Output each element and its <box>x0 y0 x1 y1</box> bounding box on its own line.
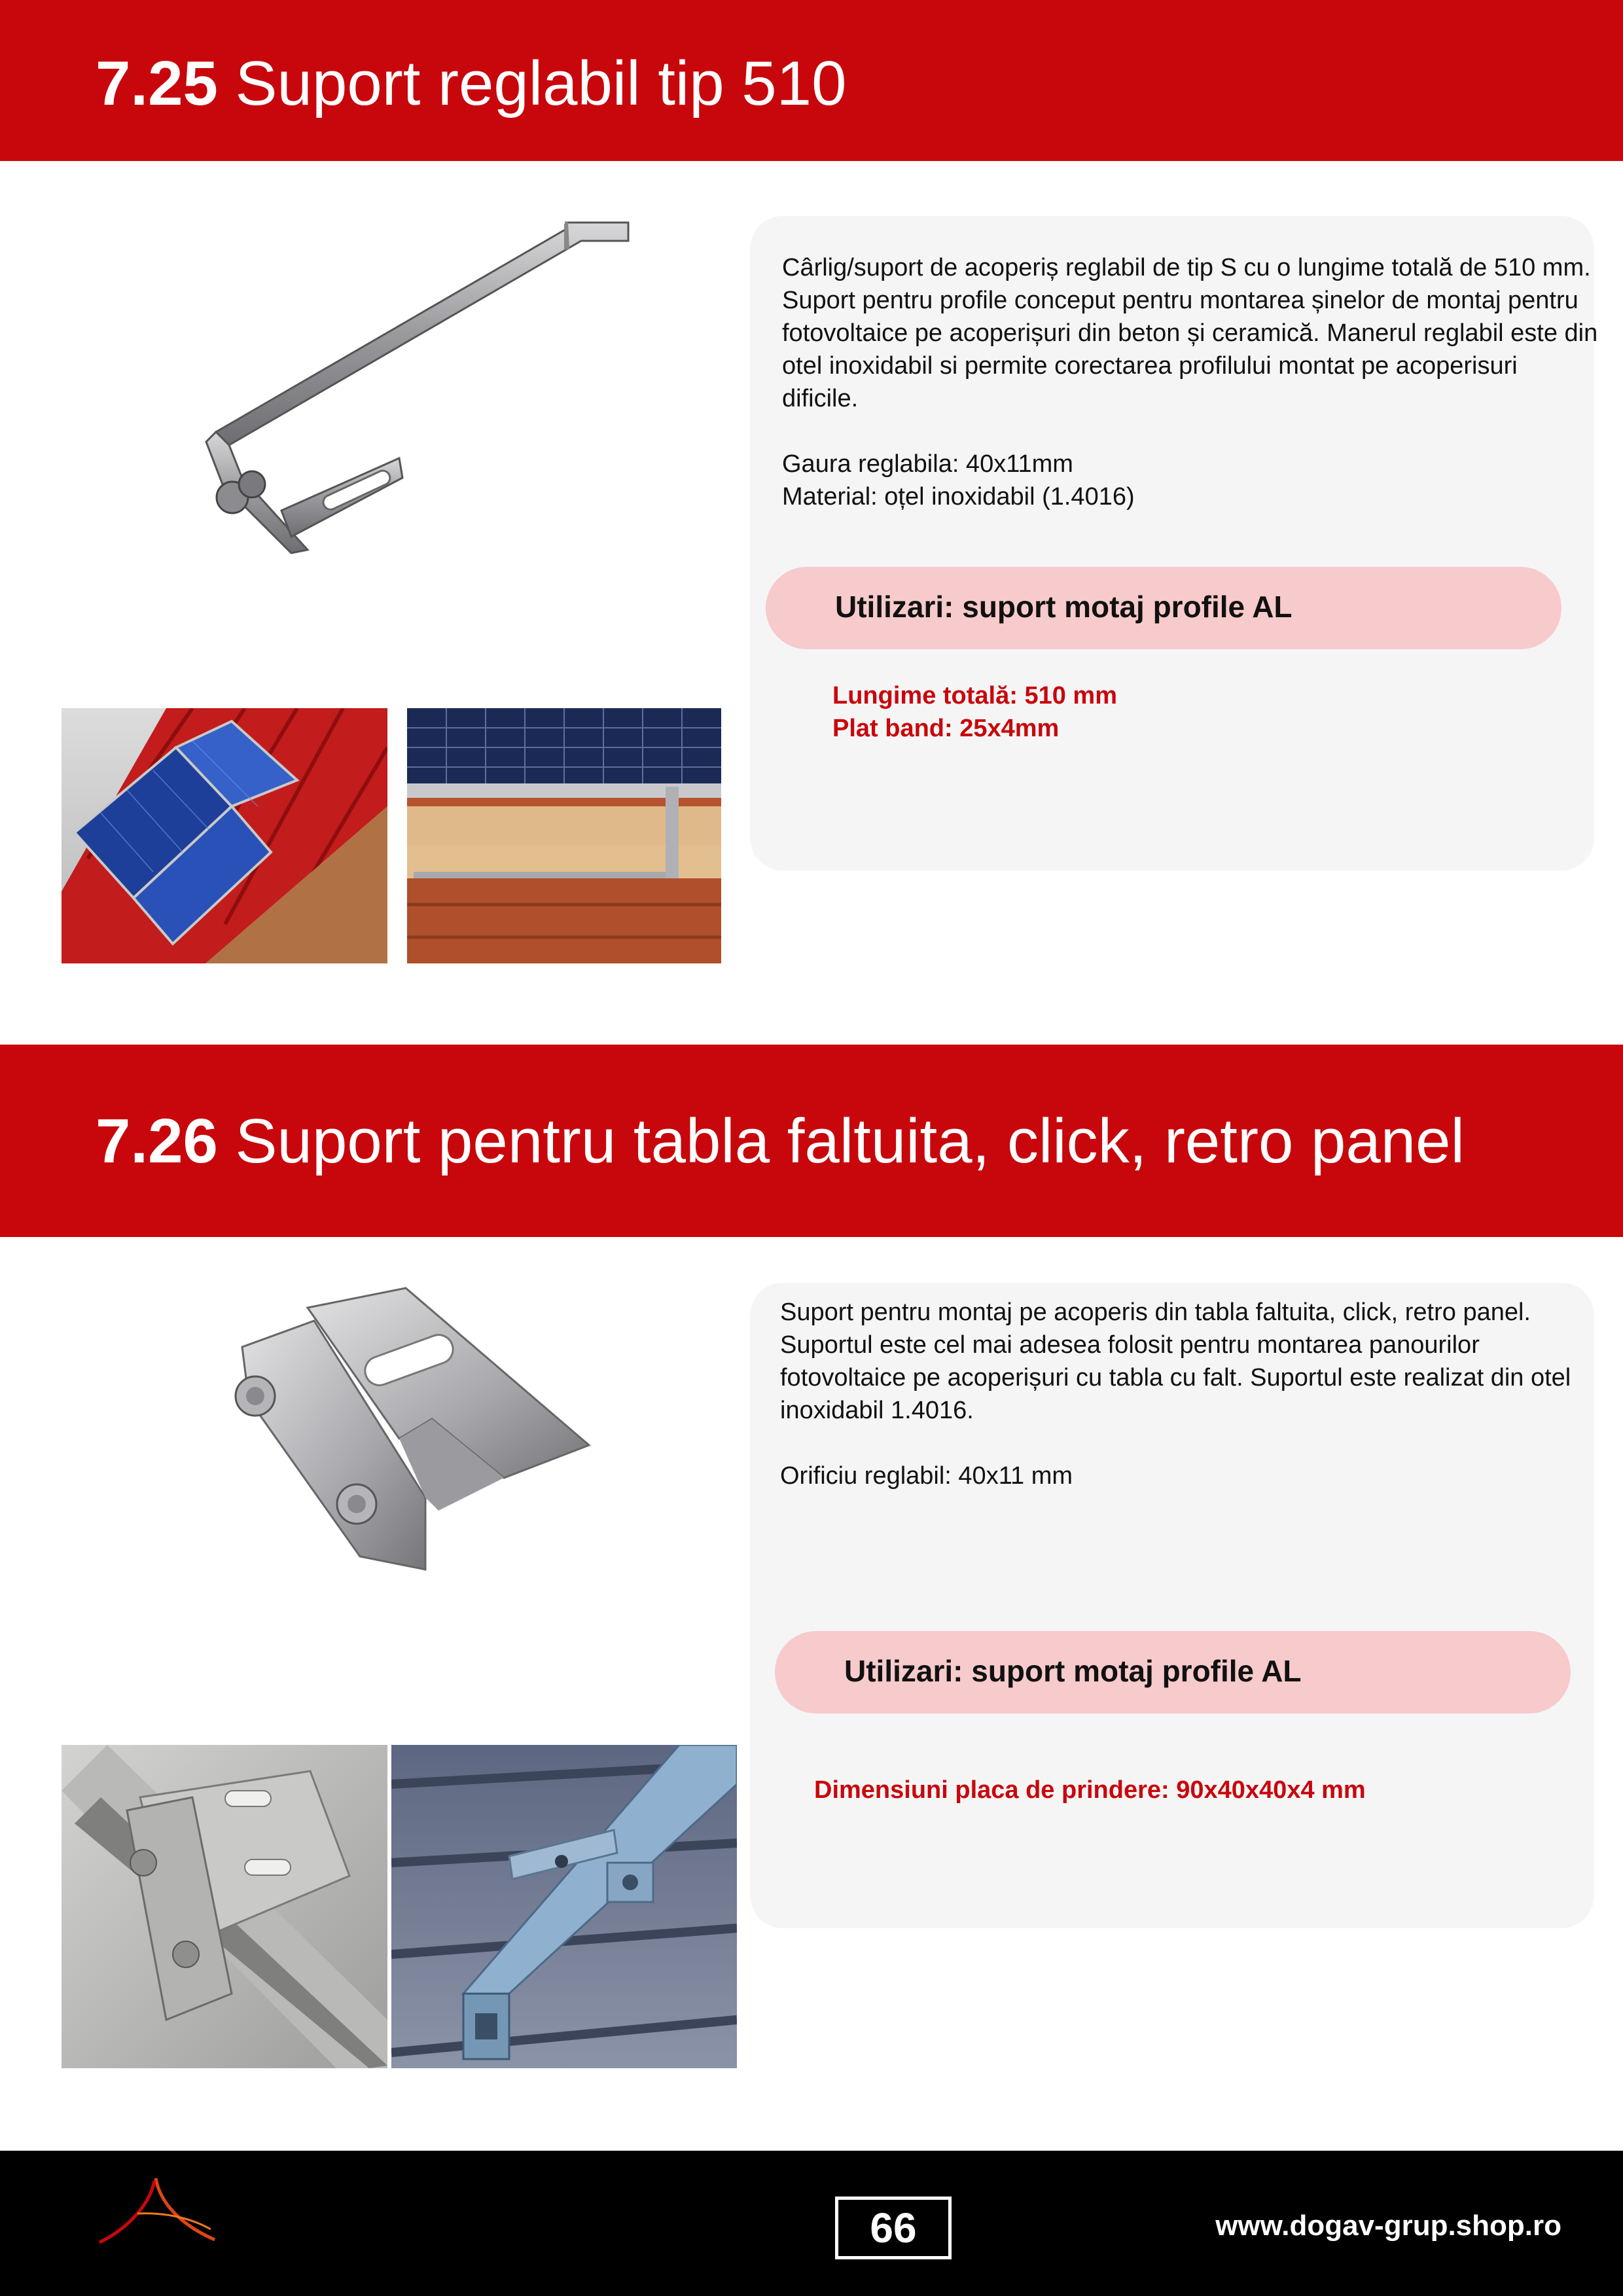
roof-installation-photo-2 <box>407 708 721 963</box>
section-header-7-26 <box>0 1045 1623 1237</box>
website-url[interactable]: www.dogav-grup.shop.ro <box>1215 2210 1561 2242</box>
s-hook-product-image <box>177 209 635 576</box>
section-title-text: Suport pentru tabla faltuita, click, retro panel <box>235 1106 1465 1176</box>
product-description-7-25 <box>782 251 1600 513</box>
seam-clamp-product-image <box>229 1282 596 1583</box>
section-title-text: Suport reglabil tip 510 <box>235 48 847 118</box>
detail-material: Material: oțel inoxidabil (1.4016) <box>782 483 1135 511</box>
spec-total-length: Lungime totală: 510 mm <box>832 682 1117 709</box>
product-description-7-26 <box>780 1296 1605 1492</box>
description-paragraph: Suport pentru montaj pe acoperis din tabla faltuita, click, retro panel. Suportul este cel mai adesea folosit pentru montarea panourilor fotovoltaice pe acoperișuri cu tabla cu falt. Suportul este realizat din otel inoxidabil 1.4016. <box>780 1299 1571 1424</box>
spec-plate-dimensions: Dimensiuni placa de prindere: 90x40x40x4 mm <box>814 1776 1366 1804</box>
detail-hole: Gaura reglabila: 40x11mm <box>782 450 1073 478</box>
section-title <box>96 1106 1465 1176</box>
section-number: 7.25 <box>96 48 218 118</box>
section-number: 7.26 <box>96 1106 218 1176</box>
section-header-7-25 <box>0 0 1623 161</box>
spec-flat-band: Plat band: 25x4mm <box>832 715 1060 742</box>
uses-label: Utilizari: suport motaj profile AL <box>835 590 1293 624</box>
description-paragraph: Cârlig/suport de acoperiș reglabil de tip S cu o lungime totală de 510 mm. Suport pentru profile conceput pentru montarea șinelor de montaj pentru fotovoltaice pe acoperișuri din beton și ceramică. Manerul reglabil este din otel inoxidabil si permite corectarea profilului montat pe acoperisuri dificile. <box>782 254 1598 412</box>
uses-label: Utilizari: suport motaj profile AL <box>844 1654 1302 1688</box>
seam-clamp-photo-2 <box>391 1745 737 2068</box>
roof-installation-photo-1 <box>62 708 387 963</box>
seam-clamp-photo-1 <box>62 1745 387 2068</box>
uses-pill-7-25 <box>766 567 1561 649</box>
section-title <box>96 48 847 118</box>
uses-pill-7-26 <box>775 1631 1571 1713</box>
page-number: 66 <box>835 2197 952 2259</box>
detail-hole: Orificiu reglabil: 40x11 mm <box>780 1462 1073 1490</box>
company-logo <box>98 2174 216 2253</box>
